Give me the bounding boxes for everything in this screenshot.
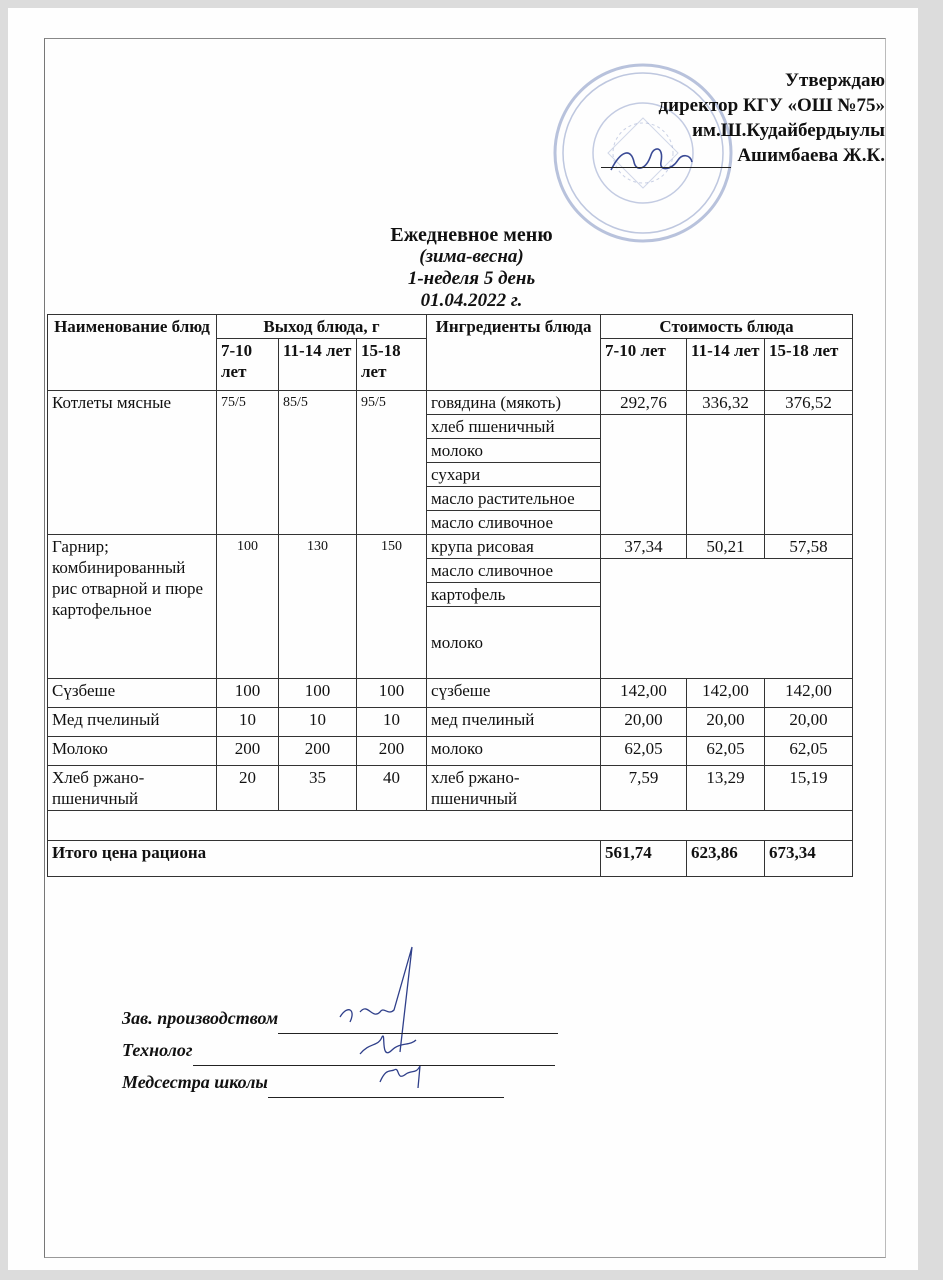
yield-cell: 10 — [357, 708, 427, 737]
ingredient-cell: сүзбеше — [427, 679, 601, 708]
menu-date: 01.04.2022 г. — [420, 290, 523, 311]
cost-cell: 336,32 — [687, 391, 765, 415]
footer-technologist-label: Технолог — [122, 1040, 193, 1060]
dish-name: Гарнир; комбинированный рис отварной и пюре картофельное — [48, 535, 217, 679]
yield-cell: 40 — [357, 766, 427, 811]
table-row — [48, 737, 853, 766]
cost-cell: 142,00 — [601, 679, 687, 708]
cost-cell: 37,34 — [601, 535, 687, 559]
cost-cell: 50,21 — [687, 535, 765, 559]
menu-title: Ежедневное меню — [390, 224, 553, 246]
footer-line-technologist — [122, 1034, 558, 1066]
table-row — [48, 535, 853, 559]
yield-cell: 100 — [357, 679, 427, 708]
yield-cell: 200 — [217, 737, 279, 766]
footer-signatures-block — [122, 1002, 558, 1098]
dish-name: Котлеты мясные — [48, 391, 217, 535]
yield-cell: 100 — [279, 679, 357, 708]
dish-name: Мед пчелиный — [48, 708, 217, 737]
yield-cell: 10 — [279, 708, 357, 737]
header-age: 15-18 лет — [765, 339, 853, 391]
cost-cell: 142,00 — [687, 679, 765, 708]
ingredient-cell: хлеб пшеничный — [427, 415, 601, 439]
ingredient-cell: молоко — [427, 737, 601, 766]
cost-cell: 7,59 — [601, 766, 687, 811]
signature-line — [268, 1066, 504, 1098]
dish-name: Сүзбеше — [48, 679, 217, 708]
yield-cell: 200 — [279, 737, 357, 766]
footer-nurse-label: Медсестра школы — [122, 1072, 268, 1092]
ingredient-cell: молоко — [427, 439, 601, 463]
ingredient-cell: говядина (мякоть) — [427, 391, 601, 415]
cost-cell: 20,00 — [765, 708, 853, 737]
header-dish-name: Наименование блюд — [48, 315, 217, 391]
header-cost: Стоимость блюда — [601, 315, 853, 339]
ingredient-cell: мед пчелиный — [427, 708, 601, 737]
yield-cell: 130 — [279, 535, 357, 679]
header-age: 11-14 лет — [279, 339, 357, 391]
approval-title: Утверждаю — [785, 70, 885, 91]
cost-cell: 15,19 — [765, 766, 853, 811]
dish-name: Молоко — [48, 737, 217, 766]
menu-title-block — [0, 224, 943, 312]
cost-cell: 376,52 — [765, 391, 853, 415]
cost-cell: 62,05 — [601, 737, 687, 766]
header-yield: Выход блюда, г — [217, 315, 427, 339]
yield-cell: 75/5 — [217, 391, 279, 535]
ingredient-cell: сухари — [427, 463, 601, 487]
table-row — [48, 708, 853, 737]
dish-name: Хлеб ржано-пшеничный — [48, 766, 217, 811]
table-row — [48, 679, 853, 708]
ingredient-cell: картофель — [427, 583, 601, 607]
cost-cell: 20,00 — [601, 708, 687, 737]
yield-cell: 85/5 — [279, 391, 357, 535]
table-row — [48, 391, 853, 415]
director-name: Ашимбаева Ж.К. — [737, 145, 885, 166]
footer-line-nurse — [122, 1066, 558, 1098]
ingredient-cell: масло растительное — [427, 487, 601, 511]
approval-school-name: им.Ш.Кудайбердыулы — [692, 120, 885, 141]
signature-line — [601, 167, 731, 168]
cost-cell — [687, 415, 765, 535]
cost-cell: 13,29 — [687, 766, 765, 811]
header-age: 7-10 лет — [217, 339, 279, 391]
approval-position: директор КГУ «ОШ №75» — [658, 95, 885, 116]
signature-line — [193, 1034, 555, 1066]
cost-cell: 20,00 — [687, 708, 765, 737]
cost-cell: 62,05 — [687, 737, 765, 766]
cost-cell: 292,76 — [601, 391, 687, 415]
menu-table — [47, 314, 853, 877]
table-row-empty — [48, 811, 853, 841]
total-label: Итого цена рациона — [48, 841, 601, 877]
yield-cell: 10 — [217, 708, 279, 737]
header-age: 11-14 лет — [687, 339, 765, 391]
ingredient-cell: крупа рисовая — [427, 535, 601, 559]
yield-cell: 100 — [217, 535, 279, 679]
total-value: 623,86 — [687, 841, 765, 877]
yield-cell: 200 — [357, 737, 427, 766]
table-header-row — [48, 315, 853, 339]
cost-cell — [601, 559, 853, 679]
yield-cell: 150 — [357, 535, 427, 679]
cost-cell — [601, 415, 687, 535]
cost-cell: 62,05 — [765, 737, 853, 766]
ingredient-cell: молоко — [427, 607, 601, 679]
yield-cell: 95/5 — [357, 391, 427, 535]
empty-cell — [48, 811, 853, 841]
yield-cell: 100 — [217, 679, 279, 708]
table-row — [48, 766, 853, 811]
footer-production-label: Зав. производством — [122, 1008, 279, 1028]
menu-season: (зима-весна) — [419, 246, 524, 267]
cost-cell: 57,58 — [765, 535, 853, 559]
footer-line-production — [122, 1002, 558, 1034]
header-age: 15-18 лет — [357, 339, 427, 391]
yield-cell: 20 — [217, 766, 279, 811]
header-ingredients: Ингредиенты блюда — [427, 315, 601, 391]
ingredient-cell: масло сливочное — [427, 511, 601, 535]
table-total-row — [48, 841, 853, 877]
ingredient-cell: масло сливочное — [427, 559, 601, 583]
yield-cell: 35 — [279, 766, 357, 811]
approval-director — [601, 143, 885, 168]
total-value: 673,34 — [765, 841, 853, 877]
total-value: 561,74 — [601, 841, 687, 877]
ingredient-cell: хлеб ржано-пшеничный — [427, 766, 601, 811]
header-age: 7-10 лет — [601, 339, 687, 391]
menu-week-day: 1-неделя 5 день — [407, 268, 536, 289]
signature-line — [278, 1002, 558, 1034]
cost-cell — [765, 415, 853, 535]
approval-block — [601, 68, 885, 168]
cost-cell: 142,00 — [765, 679, 853, 708]
